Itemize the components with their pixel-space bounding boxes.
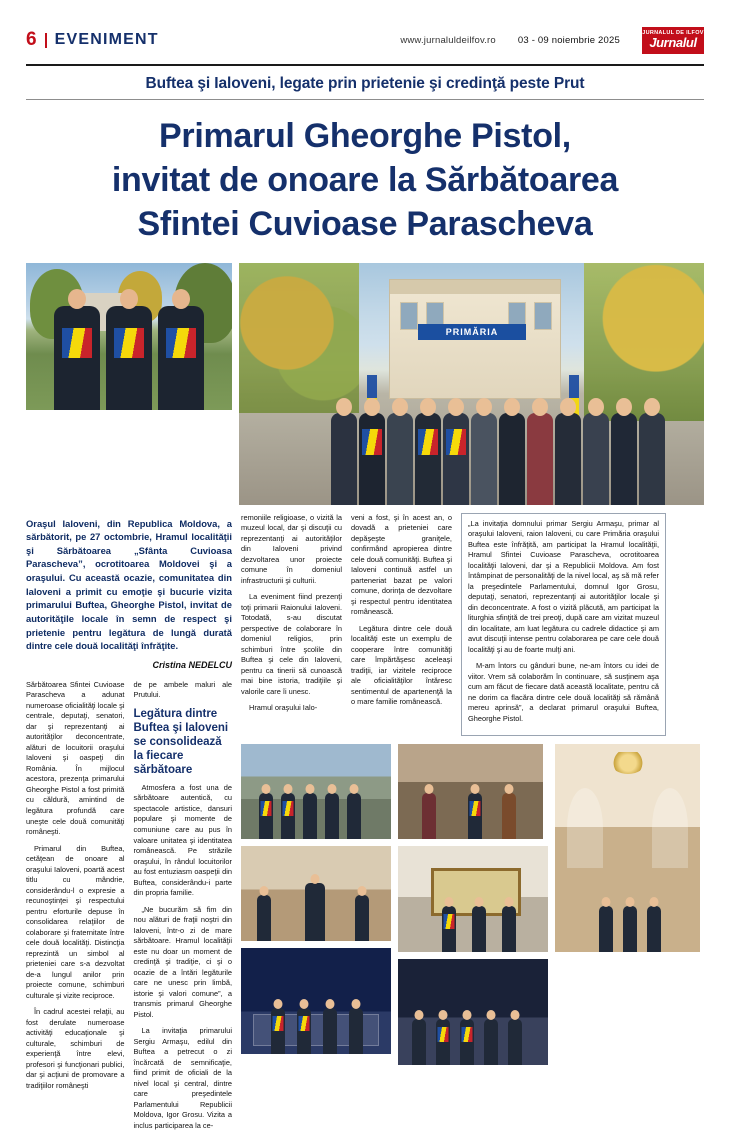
paragraph: Atmosfera a fost una de sărbătoare autentică, cu spectacole artistice, dansuri populare şi momente de comuniune care au pus în valoare unitatea şi identitatea românească. Pe străzile oraşului, în rândul locuitorilor au fost entuziasm oaspeţii din Buftea, considerându-i parte din propria familie. [133, 782, 232, 898]
photo-officials-park [26, 263, 232, 410]
photo-award-ceremony [398, 846, 548, 952]
person-figure [502, 906, 516, 952]
people-group [241, 782, 391, 839]
tricolor-sash [418, 429, 438, 455]
person-figure [412, 1019, 426, 1065]
primaria-sign: PRIMĂRIA [418, 324, 526, 340]
article-body [26, 513, 704, 1137]
person-figure [499, 413, 525, 505]
headline-line-3: Sfintei Cuvioase Parascheva [137, 205, 593, 244]
person-figure [359, 413, 385, 505]
lead-column [26, 513, 232, 1137]
person-figure [599, 906, 613, 952]
issue-date: 03 - 09 noiembrie 2025 [517, 34, 620, 46]
person-figure [297, 1008, 311, 1054]
person-figure [355, 895, 369, 941]
person-figure [271, 1008, 285, 1054]
person-figure [508, 1019, 522, 1065]
site-url: www.jurnaluldeilfov.ro [400, 34, 496, 46]
photo-traditional-greeting [398, 744, 543, 839]
page-number: 6 [26, 29, 37, 50]
headline-line-1: Primarul Gheorghe Pistol, [159, 117, 571, 155]
page-title [26, 100, 704, 259]
person-figure [54, 306, 100, 410]
person-figure [583, 413, 609, 505]
person-figure [257, 895, 271, 941]
body-column-4 [351, 513, 452, 737]
people-group [398, 1002, 548, 1066]
person-figure [623, 906, 637, 952]
quote-paragraph: „La invitaţia domnului primar Sergiu Armaşu, primar al oraşului Ialoveni, raion Ialoveni, cu care Primăria oraşului Buftea este înfrăţită, am participat la Hramul localităţii, Hramul Sfintei Cuvioase Parascheva, ocrotitoarea localităţii Ialoveni, dar şi a Republicii Moldova. Am fost întâmpinat de personalităţi de la nivel local, aş să mă refer la preşedintele Parlamentului, domnul Igor Grosu, deputaţi, senatori, reprezentanţi ai autorităţilor locale şi din deconcentrate. A fost o vizită plăcută, am participat la liturghia sfinţită de trei preoţi, după care am vizitat muzeul din localitate, am luat legătura cu cadrele didactice şi am avut discuţii intense pentru colaborarea pe care cele două localităţi şi au de foarte mulţi ani. [468, 518, 659, 654]
lead-paragraph: Oraşul Ialoveni, din Republica Moldova, a sărbătorit, pe 27 octombrie, Hramul localităţii şi Sărbătoarea „Sfânta Cuvioasa Parascheva”, ocrotitoarea Moldovei şi a oraşului. Cu această ocazie, comunitatea din Ialoveni a primit cu emoţie şi bucurie vizita primarului Buftea, Gheorghe Pistol, invitat de autorităţile locale în semn de respect şi prietenie pentru legătura de lungă durată dintre cele două localităţi înfrăţite. [26, 517, 232, 652]
paragraph: La invitaţia primarului Sergiu Armaşu, edilul din Buftea a petrecut o zi încărcată de semnificaţie, fiind primit de oficiali de la nivel local şi central, dintre care preşedintele Parlamentului Republicii Moldova, Igor Grosu. Vizita a inclus participarea la ce- [133, 1026, 232, 1130]
people-group [398, 889, 548, 953]
people-group [398, 782, 543, 839]
person-figure [323, 1008, 337, 1054]
masthead [26, 0, 704, 62]
person-figure [647, 906, 661, 952]
paragraph: de pe ambele maluri ale Prutului. [133, 679, 232, 700]
person-figure [331, 413, 357, 505]
person-figure [460, 1019, 474, 1065]
section-name: EVENIMENT [54, 31, 159, 48]
logo-main-text: Jurnalul [649, 35, 697, 51]
tricolor-sash [446, 429, 466, 455]
subheading: Legătura dintre Buftea şi Ialoveni se consolidează la fiecare sărbătoare [133, 707, 229, 776]
paragraph: Legătura dintre cele două localităţi este un exemplu de cooperare între comunităţi care împărtăşesc aceleaşi tradiţii, iar vizitele reciproce ale oficialităţilor întăresc sentimentul de apartenenţă la o mare familie românească. [351, 623, 452, 707]
person-figure [442, 906, 456, 952]
body-column-3 [241, 513, 342, 737]
tree-shape [239, 263, 359, 413]
person-figure [281, 793, 295, 839]
person-figure [387, 413, 413, 505]
person-figure [472, 906, 486, 952]
person-figure [436, 1019, 450, 1065]
person-figure [611, 413, 637, 505]
photo-church-interior [555, 744, 700, 952]
photo-col-c [555, 744, 700, 1065]
primaria-building [389, 279, 561, 399]
lead-wrap [26, 517, 232, 670]
photo-evening-stage [241, 948, 391, 1054]
people-group [555, 828, 700, 953]
paragraph: „Ne bucurăm să fim din nou alături de fraţii noştri din Ialoveni, într-o zi de mare sărbătoare. Hramul localităţii este nu doar un moment de credinţă şi tradiţie, ci şi o ocazie de a întări legăturile care ne unesc prin limbă, istorie şi valori comune”, a transmis primarul Gheorghe Pistol. [133, 904, 232, 1019]
kicker: Buftea şi Ialoveni, legate prin prietenie şi credinţă peste Prut [145, 75, 585, 92]
right-columns [241, 513, 704, 1137]
chandelier-shape [611, 752, 645, 774]
person-figure [305, 883, 325, 941]
photo-group-primaria [239, 263, 704, 505]
logo-top-text: JURNALUL DE ILFOV [642, 29, 704, 36]
byline: Cristina NEDELCU [152, 659, 232, 670]
window-shape [534, 302, 552, 330]
person-figure [443, 413, 469, 505]
person-figure [527, 413, 553, 505]
tricolor-sash [62, 328, 92, 358]
people-group [241, 884, 391, 941]
masthead-divider [45, 33, 47, 48]
photo-col-b [398, 744, 548, 1065]
people-group [241, 991, 391, 1055]
person-figure [468, 793, 482, 839]
left-body-columns [26, 680, 232, 1137]
person-figure [422, 793, 436, 839]
bottom-photo-grid [241, 744, 704, 1065]
quote-box [461, 513, 666, 737]
photo-speaker [241, 846, 391, 941]
top-photo-row [26, 263, 704, 505]
person-figure [106, 306, 152, 410]
photo-col-a [241, 744, 391, 1065]
quote-paragraph: M-am întors cu gânduri bune, ne-am întors cu idei de viitor. Vrem să colaborăm în continuare, să susţinem aşa cum am făcut de fiecare dată această localitate, pentru că ne dorim ca flacăra dintre cele două localităţi să rămână mereu aprinsă”, a declarat primarul oraşului Buftea, Gheorghe Pistol. [468, 661, 659, 723]
photo-group-on-stage [398, 959, 548, 1065]
tricolor-sash [362, 429, 382, 455]
photo-procession [241, 744, 391, 839]
paragraph: Primarul din Buftea, cetăţean de onoare al oraşului Ialoveni, poartă acest titlu cu mândrie, considerându-l o expresie a recunoştinţei şi respectului pentru eforturile depuse în consolidarea relaţiilor de colaborare şi fraternitate între cele două localităţi. Distincţia reprezintă un simbol al prieteniei care s-a dezvoltat de-a lungul anilor prin proiecte comune, schimburi culturale şi vizite reciproce. [26, 843, 125, 1000]
person-figure [415, 413, 441, 505]
newspaper-logo [642, 27, 704, 54]
paragraph: În cadrul acestei relaţii, au fost derulate numeroase activităţi educaţionale şi culturale, schimburi de experienţă între elevi, profesori şi funcţionari publici, dar şi acţiuni de promovare a tradiţiilor româneşti [26, 1007, 125, 1090]
person-figure [484, 1019, 498, 1065]
person-figure [325, 793, 339, 839]
person-figure [555, 413, 581, 505]
right-body-columns [241, 513, 704, 737]
masthead-right [400, 27, 704, 54]
paragraph: Sărbătoarea Sfintei Cuvioase Parascheva a adunat numeroase oficialităţi locale şi centrale, deputaţi, senatori, dar şi reprezentanţi ai autorităţilor deconcentrate, alături de locuitorii oraşului Ialoveni şi oaspeţi din România. În mijlocul acestora, prezenţa primarului Gheorghe Pistol a fost primită cu căldură, amintind de legătura profundă care uneşte cele două comunităţi româneşti. [26, 679, 125, 837]
tricolor-sash [114, 328, 144, 358]
paragraph: La eveniment fiind prezenţi toţi primarii Raionului Ialoveni. Totodată, s-au discutat perspective de colaborare în domeniul religios, prin schimburi între şcolile din Buftea şi cele din Ialoveni, pentru ca tinerii să cunoască mai bine istoria, tradiţiile şi valorile care îi unesc. [241, 592, 342, 696]
person-figure [158, 306, 204, 410]
paragraph: Hramul oraşului Ialo- [249, 703, 318, 713]
person-figure [303, 793, 317, 839]
person-figure [347, 793, 361, 839]
body-column-2 [134, 680, 233, 1137]
window-shape [400, 302, 418, 330]
person-figure [639, 413, 665, 505]
person-figure [471, 413, 497, 505]
body-column-1 [26, 680, 125, 1137]
person-figure [349, 1008, 363, 1054]
person-figure [502, 793, 516, 839]
crowd-group [239, 393, 704, 505]
paragraph: remoniile religioase, o vizită la muzeul local, dar şi discuţii cu reprezentanţi ai autorităţilor din Ialoveni privind dezvoltarea unor proiecte comune în domeniul infrastructurii şi culturii. [241, 512, 342, 585]
person-figure [259, 793, 273, 839]
headline-line-2: invitat de onoare la Sărbătoarea [111, 161, 619, 200]
roofline [390, 280, 560, 294]
paragraph: veni a fost, şi în acest an, o dovadă a prieteniei care depăşeşte graniţele, confirmând apropierea dintre cele două comunităţi. Buftea şi Ialoveni continuă astfel un parteneriat bazat pe valori comune, dorinţa de dezvoltare şi respectul pentru identitatea românească. [351, 512, 452, 617]
tricolor-sash [166, 328, 196, 358]
